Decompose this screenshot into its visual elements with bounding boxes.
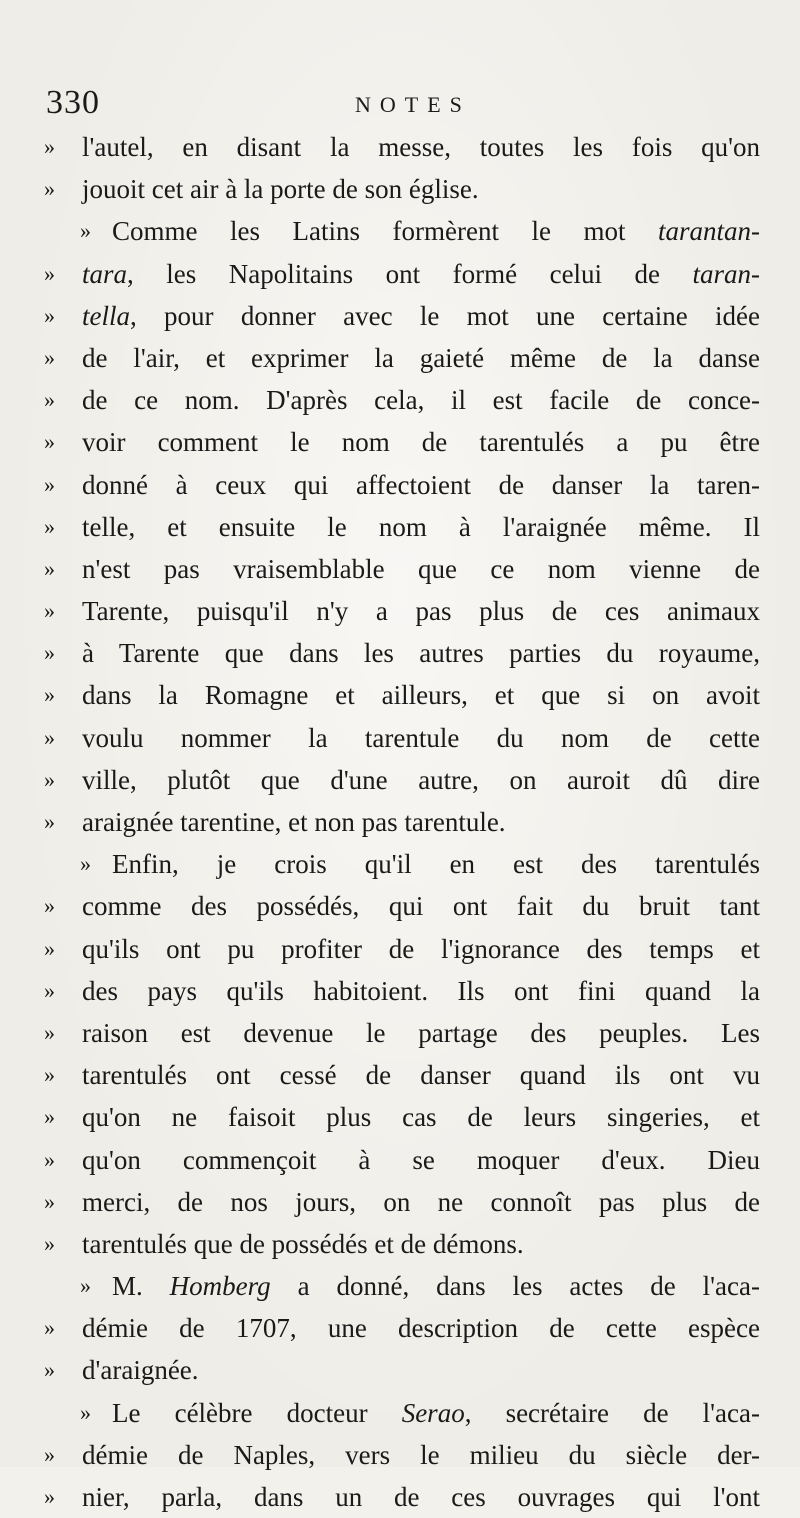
text-line	[44, 506, 760, 548]
line-text: dans la Romagne et ailleurs, et que si on avoit	[82, 680, 760, 711]
text-line	[44, 885, 760, 927]
quote-mark: »	[44, 1357, 55, 1383]
quote-mark: »	[44, 1146, 55, 1172]
quote-mark: »	[44, 387, 55, 413]
quote-mark: »	[44, 1441, 55, 1467]
page-header	[40, 80, 760, 120]
line-text: jouoit cet air à la porte de son église.	[82, 174, 479, 205]
text-line	[44, 590, 760, 632]
line-text: merci, de nos jours, on ne connoît pas plus de	[82, 1186, 760, 1217]
line-text: Enfin, je crois qu'il en est des tarentulés	[112, 849, 760, 880]
quote-mark: »	[44, 1104, 55, 1130]
quote-mark: »	[44, 598, 55, 624]
quote-mark: »	[44, 1019, 55, 1045]
text-line	[44, 1476, 760, 1518]
line-text: démie de 1707, une description de cette espèce	[82, 1313, 760, 1344]
line-text: d'araignée.	[82, 1355, 199, 1386]
text-line	[44, 464, 760, 506]
quote-mark: »	[80, 1273, 91, 1299]
line-text: telle, et ensuite le nom à l'araignée même. Il	[82, 511, 760, 542]
quote-mark: »	[44, 893, 55, 919]
line-text: Le célèbre docteur Serao, secrétaire de l'aca-	[112, 1397, 760, 1428]
text-line	[44, 632, 760, 674]
line-text: comme des possédés, qui ont fait du bruit tant	[82, 891, 760, 922]
quote-mark: »	[44, 640, 55, 666]
text-line	[44, 1223, 760, 1265]
text-line	[44, 1139, 760, 1181]
line-text: à Tarente que dans les autres parties du royaume,	[82, 638, 760, 669]
text-line	[44, 759, 760, 801]
text-line	[44, 1265, 760, 1307]
line-text: tarentulés ont cessé de danser quand ils ont vu	[82, 1060, 760, 1091]
quote-mark: »	[44, 935, 55, 961]
quote-mark: »	[44, 682, 55, 708]
text-line	[44, 379, 760, 421]
line-text: qu'ils ont pu profiter de l'ignorance des temps et	[82, 933, 760, 964]
text-line	[44, 168, 760, 210]
text-line	[44, 1012, 760, 1054]
line-text: de ce nom. D'après cela, il est facile de conce-	[82, 385, 760, 416]
text-line	[44, 253, 760, 295]
line-text: de l'air, et exprimer la gaieté même de la danse	[82, 342, 760, 373]
text-line	[44, 295, 760, 337]
text-line	[44, 1096, 760, 1138]
text-line	[44, 337, 760, 379]
text-line	[44, 843, 760, 885]
text-line	[44, 421, 760, 463]
quote-mark: »	[44, 302, 55, 328]
line-text: M. Homberg a donné, dans les actes de l'aca-	[112, 1271, 760, 1302]
running-head: NOTES	[355, 92, 471, 117]
quote-mark: »	[44, 766, 55, 792]
page-number: 330	[46, 84, 100, 121]
text-line	[44, 970, 760, 1012]
line-text: Comme les Latins formèrent le mot tarantan-	[112, 216, 760, 247]
quote-mark: »	[44, 513, 55, 539]
text-line	[44, 1349, 760, 1391]
body-text	[44, 126, 760, 1518]
line-text: voir comment le nom de tarentulés a pu être	[82, 427, 760, 458]
quote-mark: »	[44, 724, 55, 750]
text-line	[44, 1307, 760, 1349]
line-text: voulu nommer la tarentule du nom de cette	[82, 722, 760, 753]
line-text: n'est pas vraisemblable que ce nom vienne de	[82, 553, 760, 584]
line-text: tella, pour donner avec le mot une certaine idée	[82, 300, 760, 331]
quote-mark: »	[44, 1062, 55, 1088]
text-line	[44, 1392, 760, 1434]
quote-mark: »	[44, 134, 55, 159]
quote-mark: »	[80, 1399, 91, 1425]
quote-mark: »	[44, 471, 55, 497]
line-text: raison est devenue le partage des peuples. Les	[82, 1017, 760, 1048]
line-text: ville, plutôt que d'une autre, on auroit dû dire	[82, 764, 760, 795]
quote-mark: »	[44, 1484, 55, 1509]
line-text: des pays qu'ils habitoient. Ils ont fini quand la	[82, 975, 760, 1006]
quote-mark: »	[44, 176, 55, 202]
line-text: tarentulés que de possédés et de démons.	[82, 1228, 524, 1259]
line-text: Tarente, puisqu'il n'y a pas plus de ces animaux	[82, 596, 760, 627]
quote-mark: »	[80, 851, 91, 877]
line-text: qu'on commençoit à se moquer d'eux. Dieu	[82, 1144, 760, 1175]
quote-mark: »	[44, 260, 55, 286]
line-text: nier, parla, dans un de ces ouvrages qui l'ont	[82, 1482, 760, 1512]
text-line	[44, 210, 760, 252]
quote-mark: »	[44, 344, 55, 370]
line-text: araignée tarentine, et non pas tarentule.	[82, 807, 506, 837]
quote-mark: »	[44, 1315, 55, 1341]
text-line	[44, 928, 760, 970]
line-text: qu'on ne faisoit plus cas de leurs singeries, et	[82, 1102, 760, 1133]
text-line	[44, 1181, 760, 1223]
text-line	[44, 126, 760, 168]
line-text: donné à ceux qui affectoient de danser la taren-	[82, 469, 760, 500]
line-text: l'autel, en disant la messe, toutes les fois qu'on	[82, 132, 760, 162]
text-line	[44, 1054, 760, 1096]
quote-mark: »	[44, 429, 55, 455]
line-text: tara, les Napolitains ont formé celui de taran-	[82, 258, 760, 289]
quote-mark: »	[80, 218, 91, 244]
text-line	[44, 548, 760, 590]
text-line	[44, 674, 760, 716]
text-line	[44, 1434, 760, 1476]
quote-mark: »	[44, 809, 55, 834]
text-line	[44, 717, 760, 759]
quote-mark: »	[44, 1188, 55, 1214]
line-text: démie de Naples, vers le milieu du siècle der-	[82, 1439, 760, 1470]
quote-mark: »	[44, 1230, 55, 1256]
quote-mark: »	[44, 977, 55, 1003]
text-line	[44, 801, 760, 843]
quote-mark: »	[44, 555, 55, 581]
